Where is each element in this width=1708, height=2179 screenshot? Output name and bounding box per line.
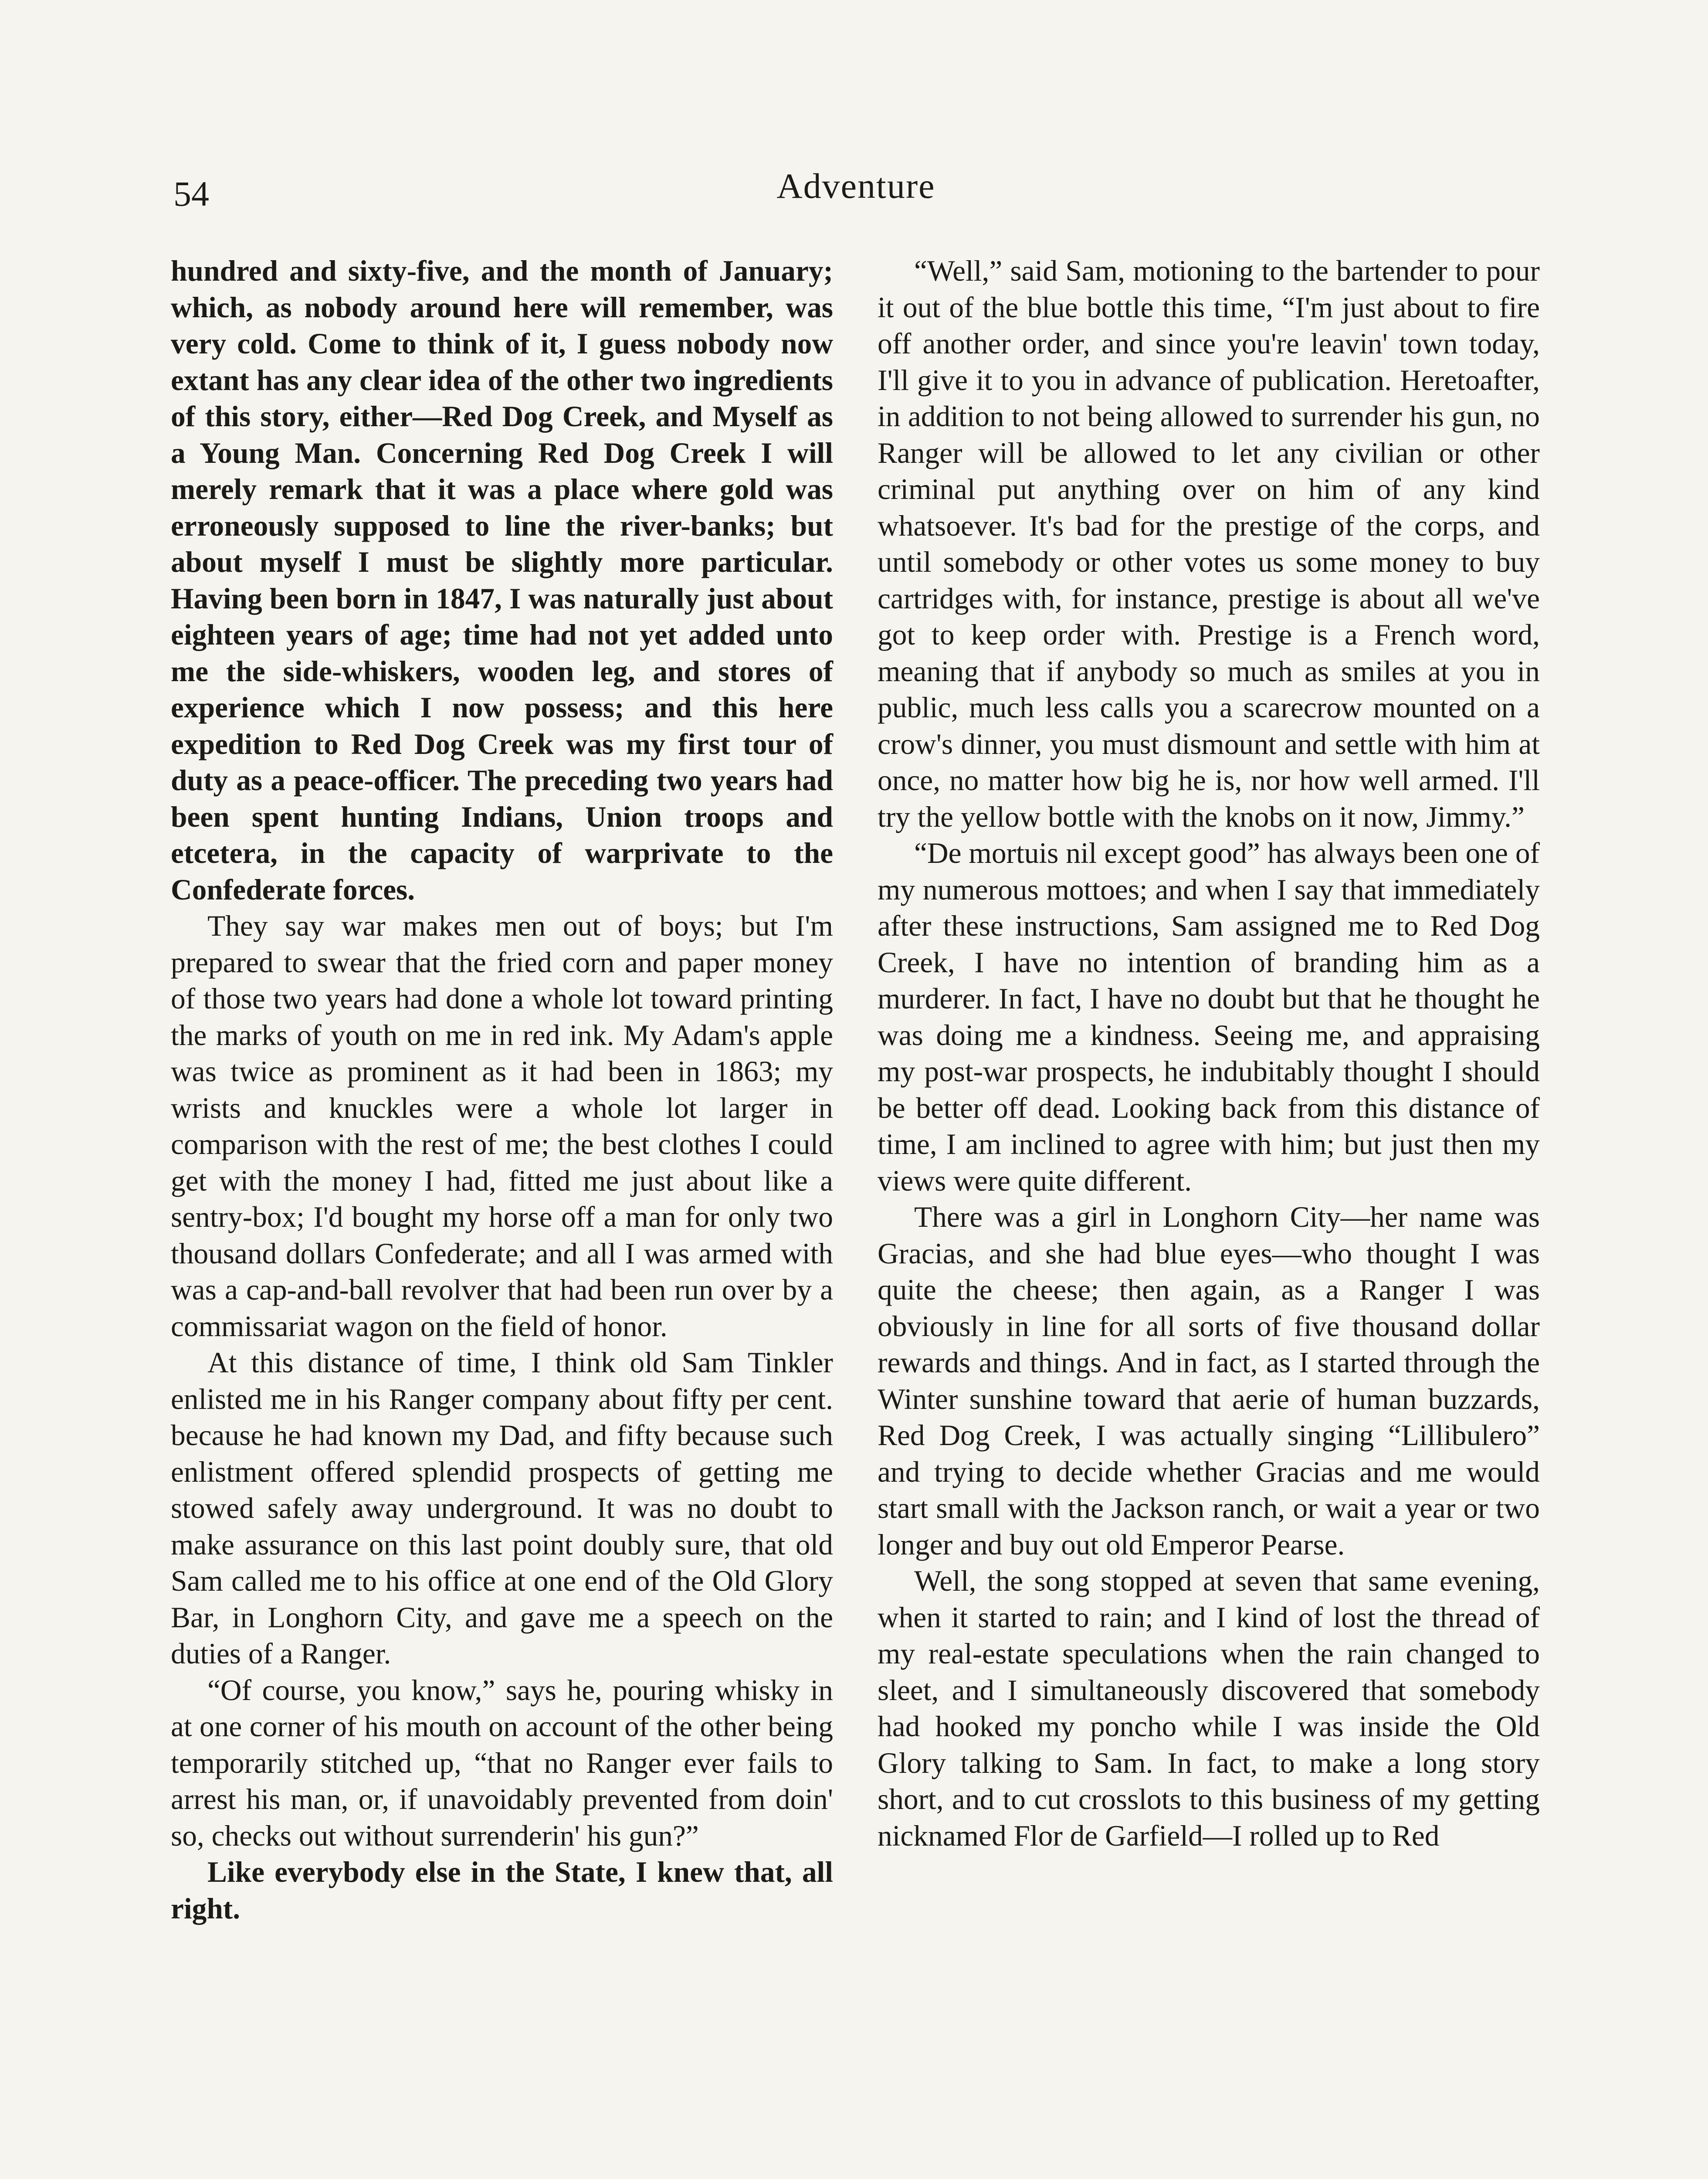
page-header <box>173 161 1539 222</box>
paragraph: “Well,” said Sam, motioning to the bartender to pour it out of the blue bottle this time, “I'm just about to fire off another order, and since you're leavin' town today, I'll give it to you in advance of publication. Heretoafter, in addition to not being allowed to surrender his gun, no Ranger will be allowed to let any civilian or other criminal put anything over on him of any kind whatsoever. It's bad for the prestige of the corps, and until somebody or other votes us some money to buy cartridges with, for instance, prestige is about all we've got to keep order with. Prestige is a French word, meaning that if anybody so much as smiles at you in public, much less calls you a scarecrow mounted on a crow's dinner, you must dismount and settle with him at once, no matter how big he is, nor how well armed. I'll try the yellow bottle with the knobs on it now, Jimmy.” <box>878 255 1540 833</box>
left-column <box>171 253 833 2179</box>
running-title: Adventure <box>776 166 935 206</box>
paragraph: Well, the song stopped at seven that same evening, when it started to rain; and I kind of lost the thread of my real-estate speculations when the rain changed to sleet, and I simultaneously discovered that somebody had hooked my poncho while I was inside the Old Glory talking to Sam. In fact, to make a long story short, and to cut crosslots to this business of my getting nicknamed Flor de Garfield—I rolled up to Red <box>878 1565 1540 1852</box>
text-columns <box>171 253 1540 2179</box>
page-number: 54 <box>173 174 209 214</box>
paragraph: hundred and sixty-five, and the month of January; which, as nobody around here will remember, was very cold. Come to think of it, I guess nobody now extant has any clear idea of the other two ingredients of this story, either—Red Dog Creek, and Myself as a Young Man. Concerning Red Dog Creek I will merely remark that it was a place where gold was erroneously supposed to line the river-banks; but about myself I must be slightly more particular. Having been born in 1847, I was naturally just about eighteen years of age; time had not yet added unto me the side-whiskers, wooden leg, and stores of experience which I now possess; and this here expedition to Red Dog Creek was my first tour of duty as a peace-officer. The preceding two years had been spent hunting Indians, Union troops and etcetera, in the capacity of warprivate to the Confederate forces. <box>171 255 833 906</box>
paragraph: “Of course, you know,” says he, pouring whisky in at one corner of his mouth on account of the other being temporarily stitched up, “that no Ranger ever fails to arrest his man, or, if unavoidably prevented from doin' so, checks out without surrenderin' his gun?” <box>171 1673 833 1852</box>
right-column <box>878 253 1540 2179</box>
paragraph: “De mortuis nil except good” has always been one of my numerous mottoes; and when I say that immediately after these instructions, Sam assigned me to Red Dog Creek, I have no intention of branding him as a murderer. In fact, I have no doubt but that he thought he was doing me a kindness. Seeing me, and appraising my post-war prospects, he indubitably thought I should be better off dead. Looking back from this distance of time, I am inclined to agree with him; but just then my views were quite different. <box>878 837 1540 1197</box>
paragraph: They say war makes men out of boys; but I'm prepared to swear that the fried corn and paper money of those two years had done a whole lot toward printing the marks of youth on me in red ink. My Adam's apple was twice as prominent as it had been in 1863; my wrists and knuckles were a whole lot larger in comparison with the rest of me; the best clothes I could get with the money I had, fitted me just about like a sentry-box; I'd bought my horse off a man for only two thousand dollars Confederate; and all I was armed with was a cap-and-ball revolver that had been run over by a commissariat wagon on the field of honor. <box>171 910 833 1343</box>
paragraph: At this distance of time, I think old Sam Tinkler enlisted me in his Ranger company about fifty per cent. because he had known my Dad, and fifty because such enlistment offered splendid prospects of getting me stowed safely away underground. It was no doubt to make assurance on this last point doubly sure, that old Sam called me to his office at one end of the Old Glory Bar, in Longhorn City, and gave me a speech on the duties of a Ranger. <box>171 1346 833 1670</box>
paragraph: Like everybody else in the State, I knew that, all right. <box>171 1856 833 1925</box>
paragraph: There was a girl in Longhorn City—her name was Gracias, and she had blue eyes—who thought I was quite the cheese; then again, as a Ranger I was obviously in line for all sorts of five thousand dollar rewards and things. And in fact, as I started through the Winter sunshine toward that aerie of human buzzards, Red Dog Creek, I was actually singing “Lillibulero” and trying to decide whether Gracias and me would start small with the Jackson ranch, or wait a year or two longer and buy out old Emperor Pearse. <box>878 1201 1540 1561</box>
